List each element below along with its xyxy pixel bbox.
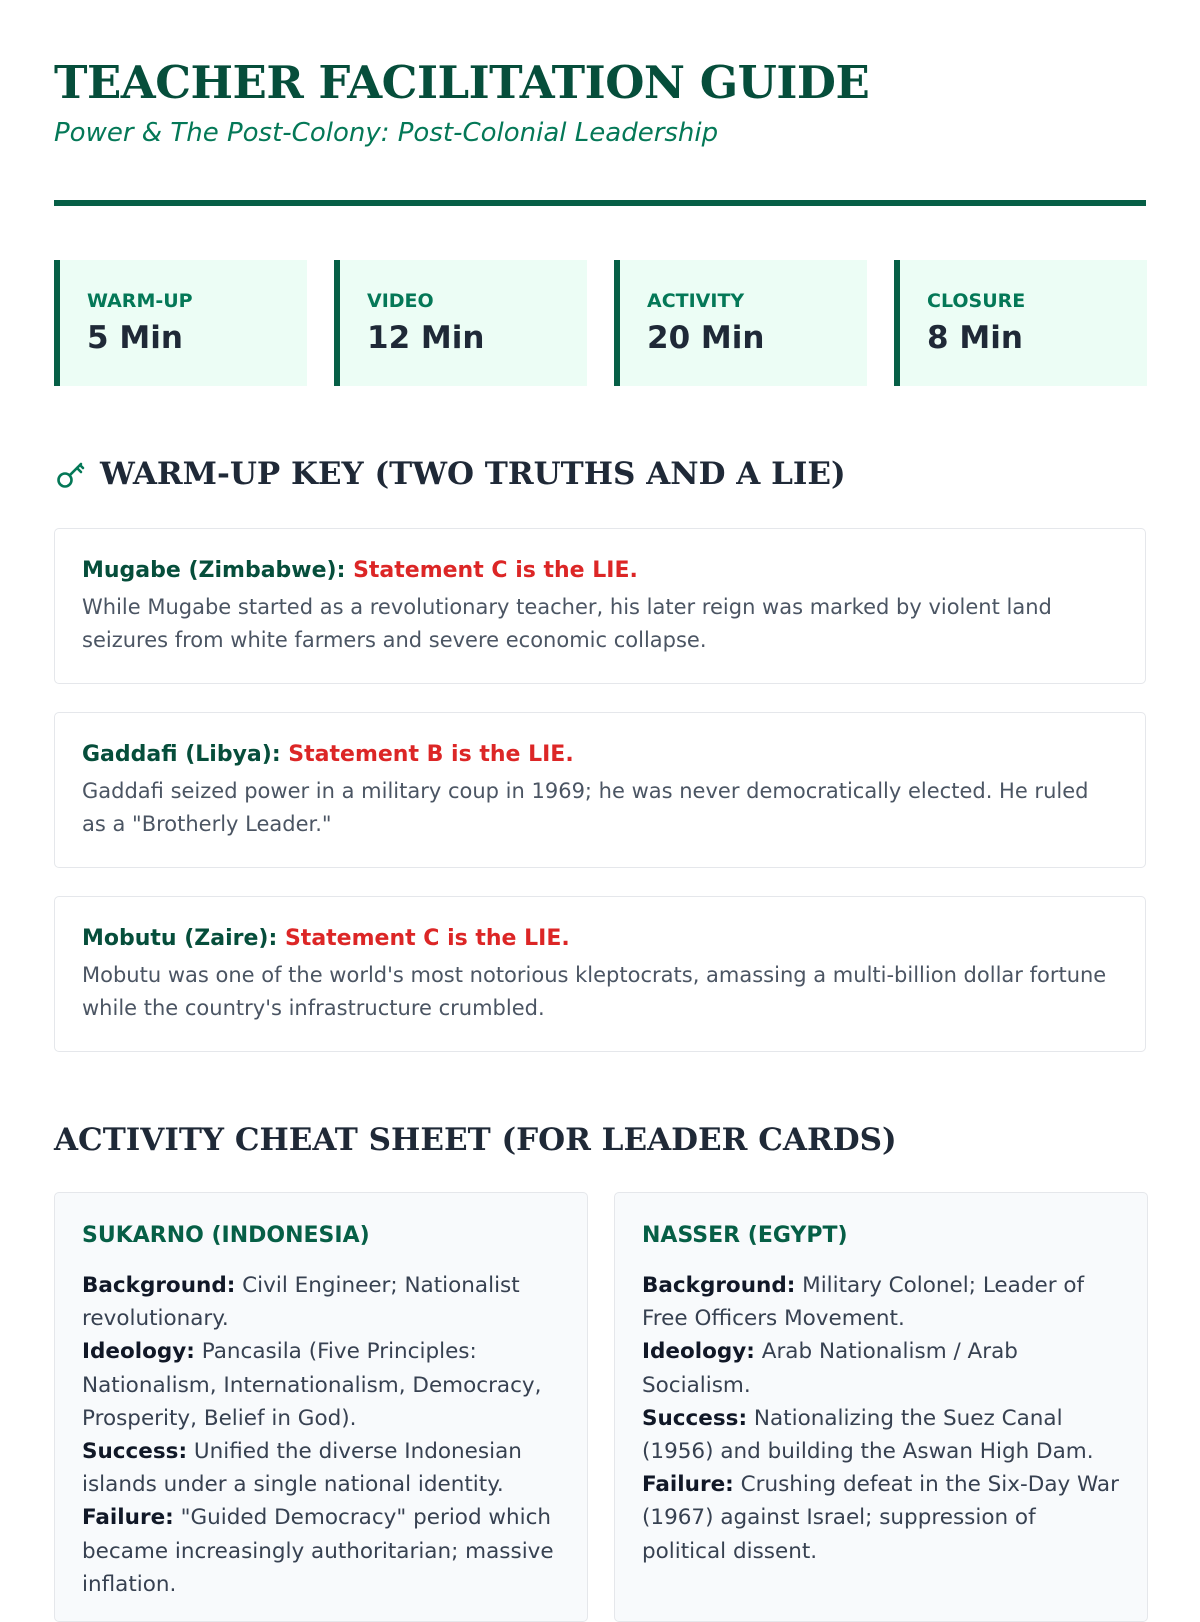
timing-value: 5 Min: [87, 320, 183, 356]
warmup-key-card-gaddafi: [54, 712, 1146, 868]
timing-summary: [54, 260, 1146, 386]
timing-card-closure: [894, 260, 1147, 386]
leader-card-sukarno: [54, 1192, 588, 1622]
detail-ideology: Ideology: Arab Nationalism / Arab Socialism.: [642, 1339, 1018, 1398]
detail-failure: Failure: "Guided Democracy" period which became increasingly authoritarian; massive inflation.: [82, 1505, 554, 1597]
header-divider: [54, 200, 1146, 206]
leader-card-details: [82, 1269, 566, 1601]
detail-background: Background: Civil Engineer; Nationalist revolutionary.: [82, 1273, 520, 1332]
timing-card-video: [334, 260, 587, 386]
lie-explanation: While Mugabe started as a revolutionary teacher, his later reign was marked by violent land seizures from white farmers and severe economic collapse.: [82, 595, 1052, 652]
activity-heading: ACTIVITY CHEAT SHEET (FOR LEADER CARDS): [54, 1122, 897, 1158]
timing-card-warmup: [54, 260, 307, 386]
page-title: TEACHER FACILITATION GUIDE: [54, 56, 870, 109]
leader-card-name: NASSER (EGYPT): [642, 1223, 848, 1248]
leader-name: Gaddafi (Libya):: [82, 742, 281, 767]
lie-answer: Statement C is the LIE.: [284, 926, 570, 951]
detail-background: Background: Military Colonel; Leader of Free Officers Movement.: [642, 1273, 1085, 1332]
leader-card-details: [642, 1269, 1126, 1568]
detail-ideology: Ideology: Pancasila (Five Principles: Nationalism, Internationalism, Democracy, Prosperity, Belief in God).: [82, 1339, 542, 1431]
timing-label: CLOSURE: [927, 290, 1026, 312]
timing-value: 20 Min: [647, 320, 765, 356]
lie-explanation: Mobutu was one of the world's most notorious kleptocrats, amassing a multi-billion dollar fortune while the country's infrastructure crumbled.: [82, 963, 1107, 1020]
timing-label: ACTIVITY: [647, 290, 745, 312]
detail-failure: Failure: Crushing defeat in the Six-Day War (1967) against Israel; suppression of political dissent.: [642, 1472, 1119, 1564]
leader-name: Mobutu (Zaire):: [82, 926, 278, 951]
warmup-key-card-mobutu: [54, 896, 1146, 1052]
detail-success: Success: Nationalizing the Suez Canal (1956) and building the Aswan High Dam.: [642, 1405, 1094, 1465]
lie-explanation: Gaddafi seized power in a military coup in 1969; he was never democratically elected. He ruled as a "Brotherly Leader.": [82, 779, 1089, 836]
timing-value: 8 Min: [927, 320, 1023, 356]
timing-card-activity: [614, 260, 867, 386]
key-icon: [54, 459, 86, 491]
warmup-heading: WARM-UP KEY (TWO TRUTHS AND A LIE): [100, 456, 846, 492]
leader-card-nasser: [614, 1192, 1148, 1622]
warmup-key-card-mugabe: [54, 528, 1146, 684]
lie-answer: Statement B is the LIE.: [288, 742, 574, 767]
page-subtitle: Power & The Post-Colony: Post-Colonial Leadership: [54, 118, 719, 148]
leader-card-name: SUKARNO (INDONESIA): [82, 1223, 370, 1248]
lie-answer: Statement C is the LIE.: [353, 558, 638, 583]
timing-value: 12 Min: [367, 320, 485, 356]
timing-label: VIDEO: [367, 290, 434, 312]
timing-label: WARM-UP: [87, 290, 193, 312]
detail-success: Success: Unified the diverse Indonesian islands under a single national identity.: [82, 1439, 522, 1498]
leader-name: Mugabe (Zimbabwe):: [82, 558, 346, 583]
